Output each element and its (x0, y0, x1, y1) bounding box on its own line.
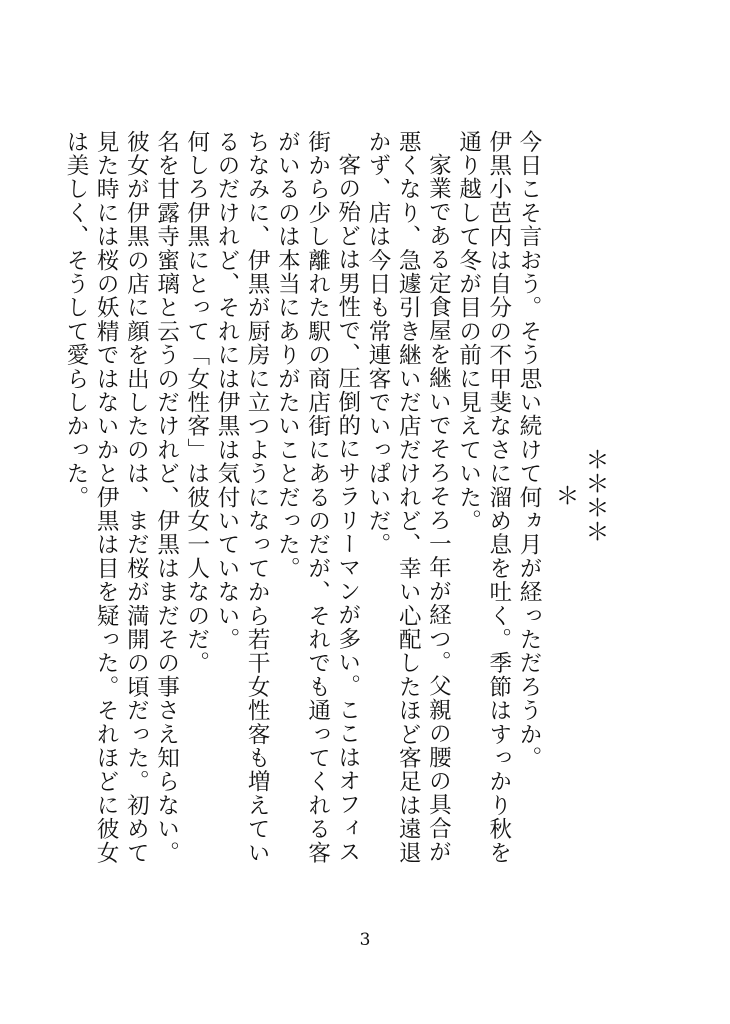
paragraph: 何しろ伊黒にとって「女性客」は彼女一人なのだ。 (183, 130, 210, 676)
paragraph: 伊黒小芭内は自分の不甲斐なさに溜め息を吐く。季節はすっかり秋を通り越して冬が目の前に見えていた。 (455, 130, 512, 865)
paragraph: 客の殆どは男性で、圧倒的にサラリーマンが多い。ここはオフィス街から少し離れた駅の商店街にあるのだが、それでも通ってくれる客がいるのは本当にありがたいことだった。 (274, 130, 361, 865)
paragraph: 名を甘露寺蜜璃と云うのだけれど、伊黒はまだその事さえ知らない。 (153, 130, 180, 865)
paragraph: 彼女が伊黒の店に顔を出したのは、まだ桜が満開の頃だった。初めて見た時には桜の妖精ではないかと伊黒は目を疑った。それほどに彼女は美しく、そうして愛らしかった。 (62, 130, 150, 865)
section-break-asterisks: ＊＊＊＊＊ (551, 447, 609, 543)
paragraph: ちなみに、伊黒が厨房に立つようになってから若干女性客も増えているのだけれど、それには伊黒は気付いていない。 (213, 130, 271, 865)
vertical-body-text (62, 130, 544, 875)
page-number: 3 (359, 930, 371, 950)
paragraph: 家業である定食屋を継いでそろそろ一年が経つ。父親の腰の具合が悪くなり、急遽引き継いだ店だけれど、幸い心配したほど客足は遠退かず、店は今日も常連客でいっぱいだ。 (364, 130, 452, 865)
paragraph: 今日こそ言おう。そう思い続けて何ヵ月が経っただろうか。 (516, 130, 542, 770)
